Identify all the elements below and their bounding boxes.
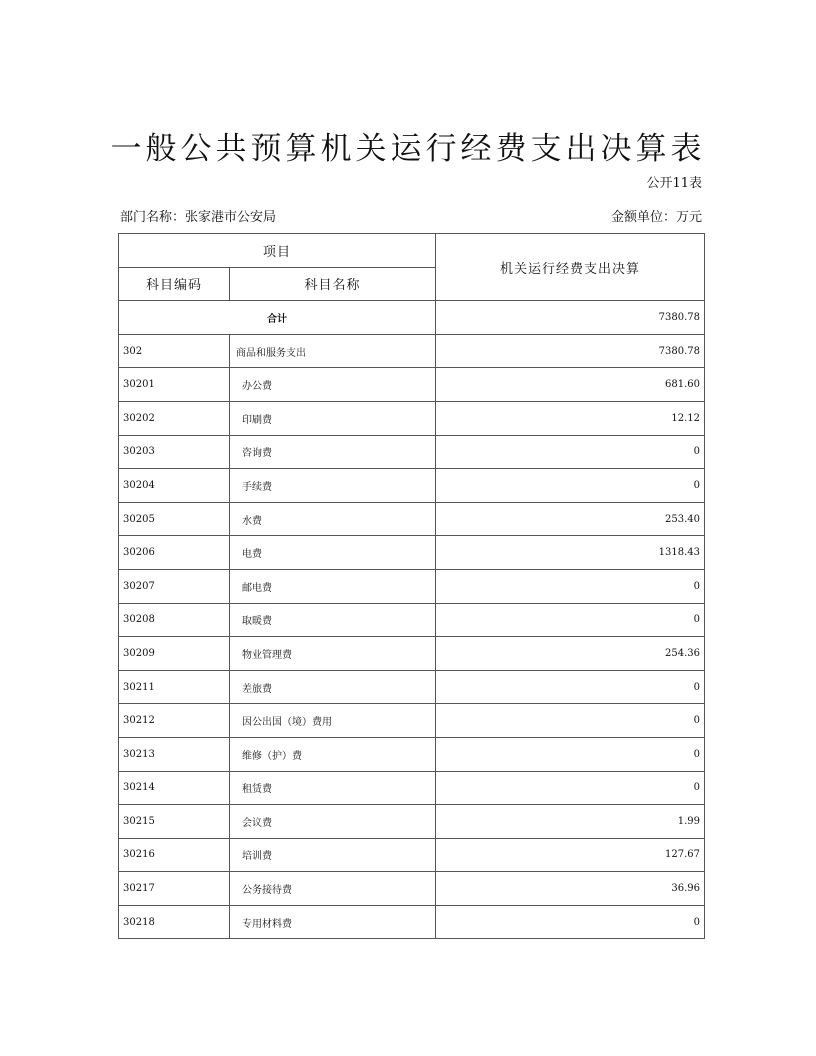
row-amount: 0 [436,771,705,805]
row-code: 30204 [119,469,230,503]
row-name: 办公费 [230,368,436,402]
header-code: 科目编码 [119,267,230,301]
expenditure-table [118,233,705,939]
row-code: 30218 [119,905,230,939]
row-name: 印刷费 [230,401,436,435]
row-name: 因公出国（境）费用 [230,704,436,738]
row-code: 30202 [119,401,230,435]
table-row [119,401,705,435]
row-code: 302 [119,334,230,368]
total-row [119,301,705,335]
table-row [119,704,705,738]
row-code: 30208 [119,603,230,637]
row-amount: 127.67 [436,838,705,872]
row-name: 会议费 [230,805,436,839]
row-name: 公务接待费 [230,872,436,906]
row-code: 30209 [119,637,230,671]
page-title: 一般公共预算机关运行经费支出决算表 [110,131,706,167]
table-row [119,569,705,603]
row-amount: 36.96 [436,872,705,906]
row-amount: 0 [436,603,705,637]
row-amount: 0 [436,905,705,939]
row-amount: 0 [436,435,705,469]
table-row [119,805,705,839]
table-row [119,905,705,939]
row-name: 商品和服务支出 [230,334,436,368]
row-name: 维修（护）费 [230,737,436,771]
table-row [119,670,705,704]
row-amount: 253.40 [436,502,705,536]
row-name: 专用材料费 [230,905,436,939]
row-code: 30214 [119,771,230,805]
row-amount: 12.12 [436,401,705,435]
row-amount: 0 [436,469,705,503]
row-code: 30203 [119,435,230,469]
row-code: 30206 [119,536,230,570]
row-name: 差旅费 [230,670,436,704]
row-name: 电费 [230,536,436,570]
row-amount: 681.60 [436,368,705,402]
row-amount: 1.99 [436,805,705,839]
amount-unit: 金额单位：万元 [610,210,702,225]
table-row [119,838,705,872]
table-row [119,536,705,570]
table-row [119,469,705,503]
row-name: 咨询费 [230,435,436,469]
header-row-1 [119,234,705,268]
row-code: 30213 [119,737,230,771]
table-row [119,737,705,771]
form-number: 公开11表 [646,176,702,191]
department-name: 部门名称：张家港市公安局 [120,210,277,225]
row-code: 30211 [119,670,230,704]
total-label: 合计 [119,301,436,335]
row-code: 30216 [119,838,230,872]
row-name: 手续费 [230,469,436,503]
table-row [119,771,705,805]
row-amount: 254.36 [436,637,705,671]
row-name: 水费 [230,502,436,536]
row-code: 30215 [119,805,230,839]
header-name: 科目名称 [230,267,436,301]
table-row [119,435,705,469]
row-name: 物业管理费 [230,637,436,671]
row-amount: 0 [436,704,705,738]
table-row [119,502,705,536]
header-item: 项目 [119,234,436,268]
row-code: 30212 [119,704,230,738]
row-name: 邮电费 [230,569,436,603]
table-row [119,872,705,906]
row-code: 30201 [119,368,230,402]
row-amount: 1318.43 [436,536,705,570]
row-code: 30207 [119,569,230,603]
header-amount: 机关运行经费支出决算 [436,234,705,301]
table-row [119,368,705,402]
row-amount: 7380.78 [436,334,705,368]
row-name: 取暖费 [230,603,436,637]
table-row [119,603,705,637]
table-row [119,334,705,368]
row-code: 30217 [119,872,230,906]
row-code: 30205 [119,502,230,536]
table-row [119,637,705,671]
row-name: 培训费 [230,838,436,872]
row-amount: 0 [436,737,705,771]
row-amount: 0 [436,670,705,704]
row-name: 租赁费 [230,771,436,805]
row-amount: 0 [436,569,705,603]
total-amount: 7380.78 [436,301,705,335]
